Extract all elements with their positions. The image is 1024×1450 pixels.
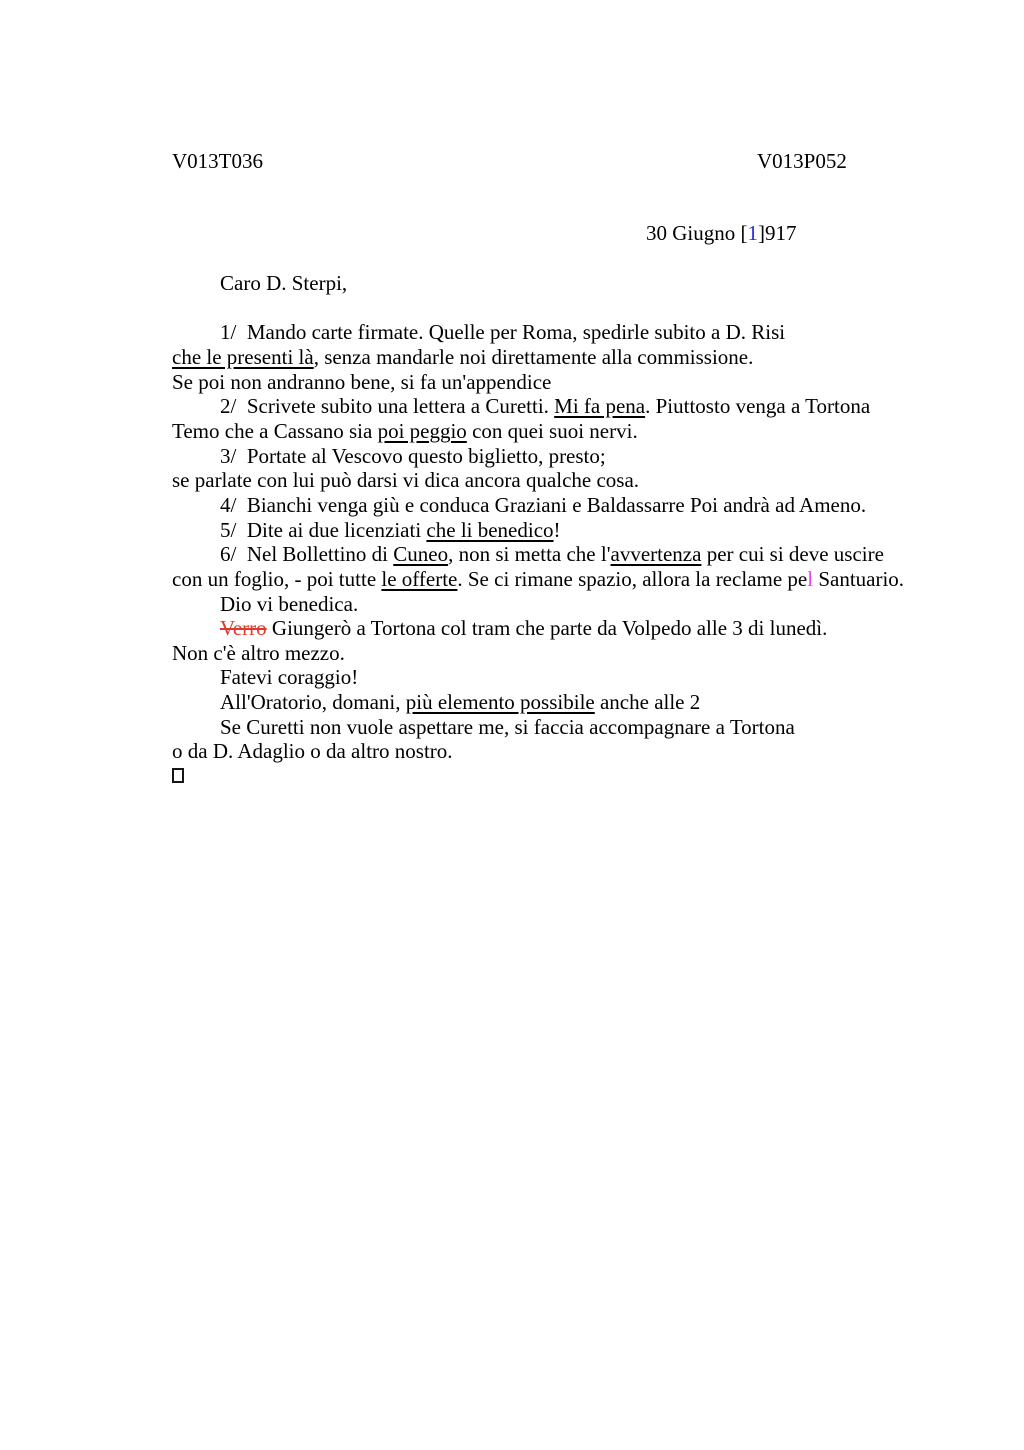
letter-line (172, 419, 962, 444)
letter-line (172, 641, 962, 666)
letter-line (172, 493, 962, 518)
letter-line (172, 567, 962, 592)
plain-text: , non si metta che l' (448, 542, 611, 567)
date-suffix: ]917 (758, 221, 797, 245)
letter-line (172, 394, 962, 419)
date-prefix: 30 Giugno [ (646, 221, 748, 245)
plain-text: ! (553, 517, 561, 542)
date-line (646, 221, 797, 246)
magenta-letter: l (807, 566, 814, 591)
plain-text: , senza mandarle noi direttamente alla commissione. (313, 344, 754, 369)
document-code-left: V013T036 (172, 149, 263, 173)
empty-square-glyph (172, 768, 184, 783)
letter-line (172, 542, 962, 567)
plain-text: anche alle 2 (594, 690, 701, 715)
date-blue-digit: 1 (747, 221, 758, 245)
underlined-text: le offerte (381, 566, 458, 591)
letter-line (172, 468, 962, 493)
letter-line (172, 616, 962, 641)
plain-text: 4/ Bianchi venga giù e conduca Graziani e Baldassarre Poi andrà ad Ameno. (220, 492, 867, 517)
underlined-text: poi peggio (377, 418, 467, 443)
letter-line (172, 592, 962, 617)
underlined-text: che le presenti là (172, 344, 314, 369)
underlined-text: più elemento possibile (405, 690, 595, 715)
letter-line (172, 370, 962, 395)
plain-text: 6/ Nel Bollettino di (220, 542, 394, 567)
letter-line (172, 518, 962, 543)
letter-line (172, 764, 962, 789)
plain-text: All'Oratorio, domani, (220, 690, 406, 715)
plain-text: per cui si deve uscire (701, 542, 884, 567)
plain-text: Se Curetti non vuole aspettare me, si faccia accompagnare a Tortona (220, 714, 795, 739)
plain-text: Santuario. (813, 566, 905, 591)
plain-text: Se poi non andranno bene, si fa un'appendice (172, 369, 552, 394)
document-code-right: V013P052 (757, 149, 847, 173)
underlined-text: che li benedico (426, 517, 554, 542)
plain-text: se parlate con lui può darsi vi dica ancora qualche cosa. (172, 468, 640, 493)
plain-text: Non c'è altro mezzo. (172, 640, 345, 665)
plain-text: Fatevi coraggio! (220, 665, 359, 690)
letter-line (172, 271, 962, 296)
plain-text: Giungerò a Tortona col tram che parte da Volpedo alle 3 di lunedì. (266, 616, 828, 641)
letter-line (172, 690, 962, 715)
plain-text: Dio vi benedica. (220, 591, 359, 616)
letter-line (172, 739, 962, 764)
letter-body (172, 271, 962, 789)
plain-text: Caro D. Sterpi, (220, 271, 348, 295)
plain-text: 2/ Scrivete subito una lettera a Curetti. (220, 394, 555, 419)
plain-text: 1/ Mando carte firmate. Quelle per Roma, spedirle subito a D. Risi (220, 320, 786, 345)
plain-text: con un foglio, - poi tutte (172, 566, 382, 591)
letter-line (172, 320, 962, 345)
struck-red-text: Verro (220, 616, 267, 641)
letter-line (172, 715, 962, 740)
plain-text: con quei suoi nervi. (466, 418, 638, 443)
letter-line (172, 444, 962, 469)
plain-text: 3/ Portate al Vescovo questo biglietto, presto; (220, 443, 606, 468)
plain-text: Temo che a Cassano sia (172, 418, 378, 443)
underlined-text: avvertenza (610, 542, 702, 567)
letter-line (172, 345, 962, 370)
plain-text: . Se ci rimane spazio, allora la reclame pe (457, 566, 808, 591)
underlined-text: Cuneo (393, 542, 449, 567)
plain-text: o da D. Adaglio o da altro nostro. (172, 739, 453, 764)
plain-text: 5/ Dite ai due licenziati (220, 517, 427, 542)
underlined-text: Mi fa pena (554, 394, 646, 419)
plain-text: . Piuttosto venga a Tortona (645, 394, 871, 419)
letter-line (172, 296, 962, 321)
letter-line (172, 665, 962, 690)
